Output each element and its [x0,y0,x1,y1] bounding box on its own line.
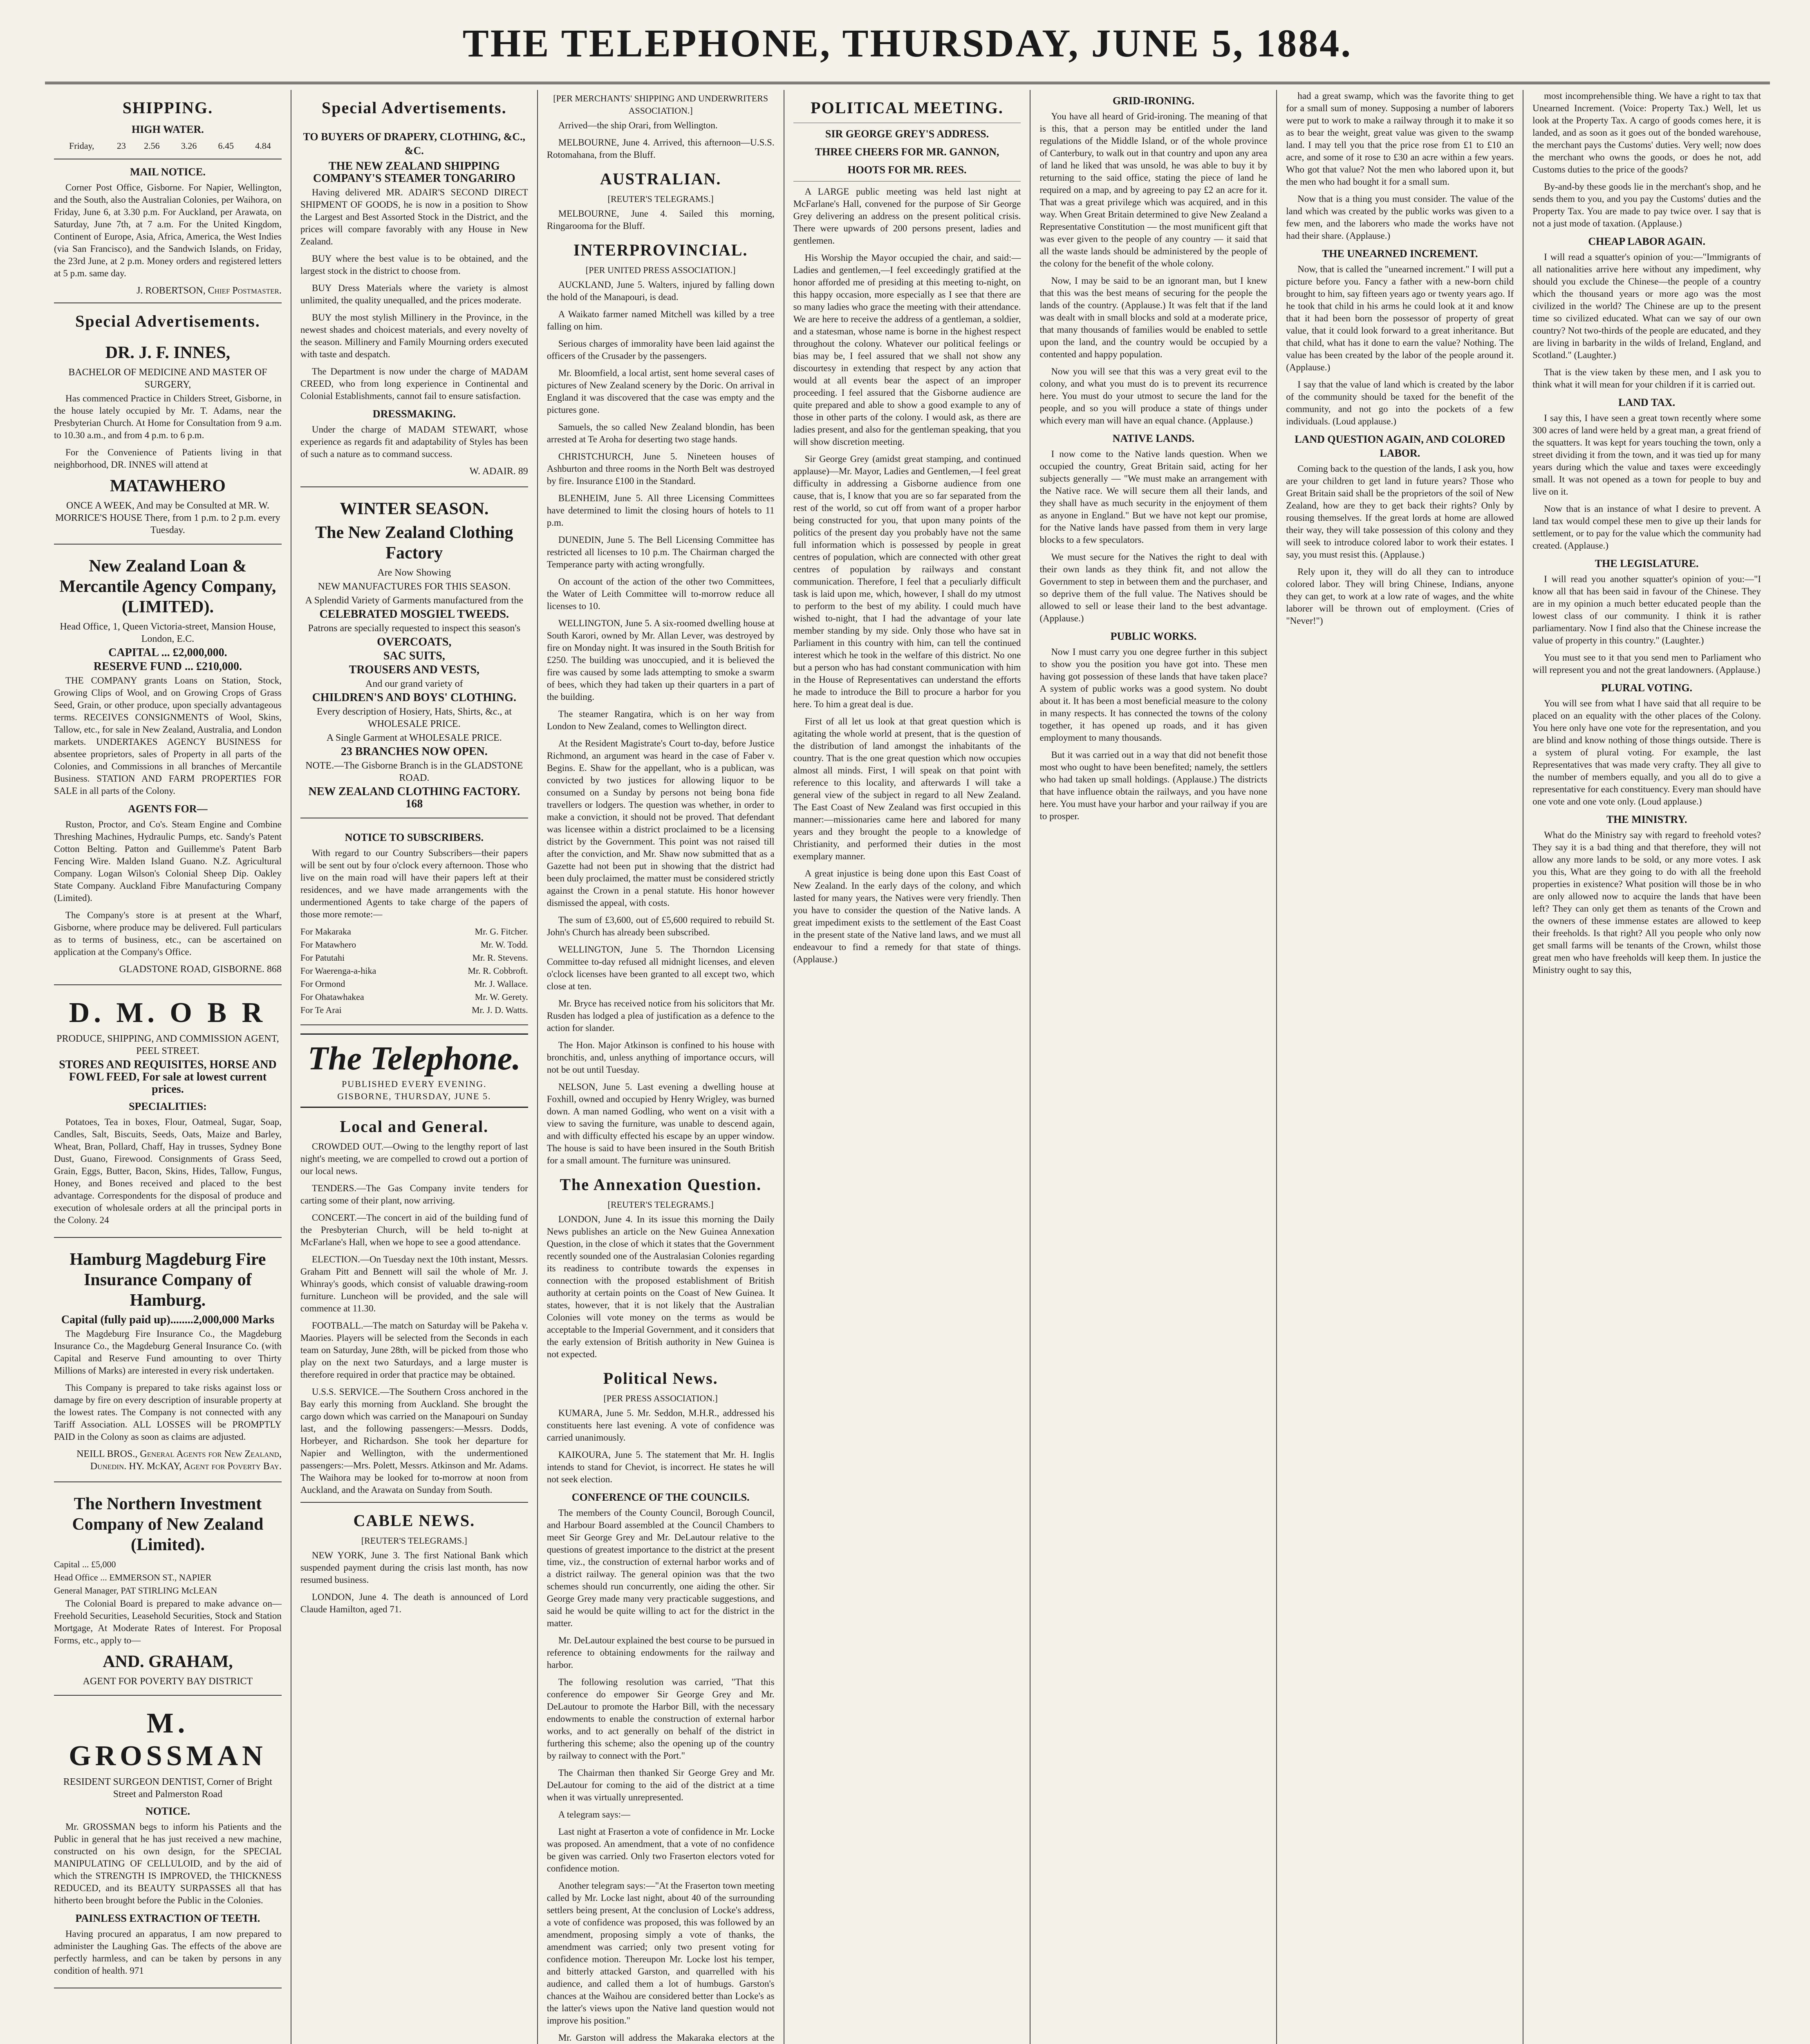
specialities-heading: SPECIALITIES: [129,1100,207,1112]
local-paragraph: TENDERS.—The Gas Company invite tenders for carting some of their plant, now arriving. [300,1183,528,1206]
column-7 [1523,90,1770,2044]
newspaper-title: THE TELEPHONE, THURSDAY, JUNE 5, 1884. [462,21,1353,65]
innes-text: Has commenced Practice in Childers Street, Gisborne, in the house lately occupied by Mr. T. Adams, near the Presbyterian Church. At Home for Consultation from 9 a.m. to 10.30 a.m., and from 4 p.m. to 6 p.m. [54,393,282,440]
factory-line: CELEBRATED MOSGIEL TWEEDS. [319,608,509,621]
northern-office: Head Office ... EMMERSON ST., NAPIER [54,1572,212,1582]
gridiron-heading: GRID-IRONING. [1112,95,1194,107]
conference-paragraph: Another telegram says:—"At the Fraserton town meeting called by Mr. Locke last night, about 40 of the surrounding settlers being present, At the conclusion of Locke's address, a vote of confidence was proposed, this was followed by an amendment, proposing simply a vote of thanks, the amendment was carried; only two present voting for confidence motion. Thereupon Mr. Locke lost his temper, and bitterly attacked Garston, and quarrelled with his audience, and called them a lot of humbugs. Garston's chances at the Waihou are considered better than Locke's as the latter's views upon the Native land question would not improve his position." [547,1880,775,2026]
news-paragraph: NELSON, June 5. Last evening a dwelling house at Foxhill, owned and occupied by Henry Wrigley, was burned down. A man named Godling, who went on a visit with a view to saving the furniture, was unable to descend again, and with difficulty effected his escape by an upper window. The house is said to have been insured in the South British for a small amount. The furniture was uninsured. [547,1082,775,1165]
legislature-heading: THE LEGISLATURE. [1595,558,1699,569]
grossman-advert [54,1700,282,1988]
agent-place: For Patutahi [300,953,345,963]
telephone-banner [300,1033,528,1108]
column-4 [784,90,1031,2044]
agents-heading: AGENTS FOR— [128,803,208,815]
conference-paragraph: The Chairman then thanked Sir George Grey and Mr. DeLautour for coming to the aid of the district at a time when it was virtually unrepresented. [547,1768,775,1802]
continued-paragraph: Now that is a thing you must consider. The value of the land which was created by the public works was given to a few men, and the laborers who made the works have not had their share. (Applause.) [1286,194,1514,241]
news-paragraph: Samuels, the so called New Zealand blondin, has been arrested at Te Aroha for deserting two stage hands. [547,422,775,444]
dmo-advert [54,989,282,1238]
news-paragraph: The sum of £3,600, out of £5,600 required to rebuild St. John's Church has already been subscribed. [547,915,775,937]
subscribers-text: With regard to our Country Subscribers—their papers will be sent out by four o'clock every afternoon. Those who live on the main road will have their papers left at their residences, and we have made arrangements with the undermentioned Agents to take charge of the papers of those more remote:— [300,848,528,919]
news-paragraph: A Waikato farmer named Mitchell was killed by a tree falling on him. [547,309,775,332]
agent-place: For Waerenga-a-hika [300,966,376,976]
conference-heading: CONFERENCE OF THE COUNCILS. [571,1491,750,1503]
political-heading: Political News. [603,1369,718,1387]
agent-name: Mr. G. Fitcher. [475,926,528,937]
matawhero-subtitle: ONCE A WEEK, And may be Consulted at MR. W. MORRICE'S HOUSE There, from 1 p.m. to 2 p.m. every Tuesday. [55,500,280,536]
annexation-text: LONDON, June 4. In its issue this morning the Daily News publishes an article on the New Guinea Annexation Question, in the close of which it states that the Government recently sounded one of the Australasian Colonies regarding its readiness to contribute towards the expenses in connection with the proposed establishment of British authority at certain points on the Coast of New Guinea. It states, however, that it is not likely that the Australian Colonies will vote money on the terms as would be acceptable to the Imperial Government, and it considers that the early extension of British authority in New Guinea is not expected. [547,1214,775,1359]
tide-cell: 6.45 [218,141,234,151]
annexation-heading: The Annexation Question. [560,1175,762,1194]
innes-advert [54,335,282,545]
banner-title: The Telephone. [307,1040,521,1077]
northern-manager: General Manager, PAT STIRLING McLEAN [54,1585,217,1596]
tide-cell: 2.56 [144,141,160,151]
subscribers-notice [300,823,528,1025]
innes-subtitle: BACHELOR OF MEDICINE AND MASTER OF SURGERY, [68,367,267,390]
buy-text-3: BUY the most stylish Millinery in the Province, in the newest shades and choicest materials, and every novelty of the season. Millinery and Family Mourning orders executed with taste and despatch. [300,312,528,359]
factory-line: NOTE.—The Gisborne Branch is in the GLADSTONE ROAD. [305,760,523,783]
land-question-paragraph: Coming back to the question of the lands, I ask you, how are your children to get land in future years? Those who Great Britain said shall be the proprietors of the soil of New Zealand, how are they to get back their rights? Only by rousing themselves. If the great lords at home are allowed their way, they will take possession of this colony and they will seek to introduce colored labor to work their estates. I say, you must resist this. (Applause.) [1286,464,1514,560]
local-paragraph: FOOTBALL.—The match on Saturday will be Pakeha v. Maories. Players will be selected from the Seconds in each team on Saturday, June 28th, will be picked from those who play on the next two Saturdays, and a large muster is therefore required in order that practice may be obtained. [300,1320,528,1380]
innes-text-2: For the Convenience of Patients living in that neighborhood, DR. INNES will attend at [54,447,282,470]
conference-paragraph: A telegram says:— [558,1809,631,1820]
list-item [300,965,528,977]
cheap-labor-paragraph: That is the view taken by these men, and I ask you to think what it will mean for your children if it is carried out. [1532,367,1761,390]
plural-voting-heading: PLURAL VOTING. [1601,682,1693,694]
specialities-text: Potatoes, Tea in boxes, Flour, Oatmeal, Sugar, Soap, Candles, Salt, Biscuits, Seeds, Oats, Maize and Barley, Wheat, Bran, Pollard, Chaff, Hay in trusses, Sydney Bone Dust, Guano, Firewood. Consignments of Grass Seed, Grain, Eggs, Butter, Bacon, Skins, Hides, Tallow, Fungus, Honey, and Bones received and placed to the best advantage. Correspondents for the disposal of produce and execution of wholesale orders at all the principal ports in the Colony. 24 [54,1117,282,1225]
buy-text-2: BUY Dress Materials where the variety is almost unlimited, the quality unequalled, and the prices moderate. [300,283,528,305]
meeting-paragraph: First of all let us look at that great question which is agitating the whole world at present, that is the question of the distribution of land amongst the inhabitants of the country. That is the one great question which now occupies almost all minds. First, I will speak on that point with reference to this locality, and afterwards I will take a general view of the subject in regard to all New Zealand. The East Coast of New Zealand was first occupied in this manner:—missionaries came here and labored for many years and they brought the people to a knowledge of Christianity, and performed their duties in the most exemplary manner. [793,716,1021,861]
nz-loan-capital: CAPITAL ... £2,000,000. [108,646,227,659]
buyers-heading: TO BUYERS OF DRAPERY, CLOTHING, &C., &C. [303,131,526,157]
mail-notice-heading: MAIL NOTICE. [130,166,206,178]
banner-subtitle: PUBLISHED EVERY EVENING. [342,1079,487,1089]
shipping-heading: SHIPPING. [122,99,213,117]
land-tax-paragraph: Now that is an instance of what I desire to prevent. A land tax would compel these men to give up their lands for settlement, or to pay for the value which the community had created. (Applause.) [1532,504,1761,551]
tide-heading: HIGH WATER. [132,123,204,135]
shipping-company: THE NEW ZEALAND SHIPPING COMPANY'S STEAMER TONGARIRO [313,160,515,185]
list-item [300,926,528,938]
tide-cell: Friday, [69,141,94,151]
cheap-labor-heading: CHEAP LABOR AGAIN. [1588,235,1705,247]
factory-line: A Splendid Variety of Garments manufactured from the [305,595,523,606]
masthead [45,12,1770,84]
factory-line: SAC SUITS, [383,650,445,662]
column-1 [45,90,291,2044]
factory-line: Every description of Hosiery, Hats, Shirts, &c., at WHOLESALE PRICE. [316,706,512,729]
gridiron-paragraph: Now, I may be said to be an ignorant man, but I knew that this was the best means of securing for the people the lands of the country. (Applause.) It was felt that if the land was dealt with in small blocks and sold at a moderate price, that many thousands of families would be enabled to settle upon the land, and the country would be occupied by a contented and happy population. [1039,276,1268,359]
political-subheading: [PER PRESS ASSOCIATION.] [603,1393,718,1403]
divider [300,1502,528,1503]
factory-line: TROUSERS AND VESTS, [349,663,479,676]
dressmaking-text: Under the charge of MADAM STEWART, whose experience as regards fit and adaptability of Styles has been of such a nature as to command success. [300,424,528,459]
australian-text: MELBOURNE, June 4. Sailed this morning, Ringarooma for the Bluff. [547,208,775,231]
legislature-paragraph: You must see to it that you send men to Parliament who will represent you and not the great landowners. (Applause.) [1532,652,1761,675]
nz-loan-office: Head Office, 1, Queen Victoria-street, Mansion House, London, E.C. [60,621,276,644]
local-paragraph: ELECTION.—On Tuesday next the 10th instant, Messrs. Graham Pitt and Bennett will sail the whole of Mr. J. Whinray's goods, which consist of valuable drawing-room furniture. Luncheon will be provided, and the sale will commence at 11.30. [300,1254,528,1313]
grossman-subtitle: RESIDENT SURGEON DENTIST, Corner of Bright Street and Palmerston Road [63,1777,272,1800]
northern-title: The Northern Investment Company of New Zealand (Limited). [72,1495,264,1554]
cheap-labor-paragraph: I will read a squatter's opinion of you:—"Immigrants of all nationalities arrive here without any impediment, why should you exclude the Chinese—the people of a country which the thousand years or more ago was the most civilized in the world? The Chinese are up to the present time so civilized educated. What can we say of our own country? Not two-thirds of the people are educated, and they are living in barbarity in the wilds of Ireland, England, and Scotland." (Laughter.) [1532,252,1761,360]
shipping-intro-text: Arrived—the ship Orari, from Wellington. [558,120,718,130]
innes-title: DR. J. F. INNES, [105,343,231,362]
agent-name: Mr. W. Gerety. [475,992,528,1002]
shipping-intro: [PER MERCHANTS' SHIPPING AND UNDERWRITERS ASSOCIATION.] [553,93,768,116]
gridiron-paragraph: Now you will see that this was a very great evil to the colony, and what you must do is to prevent its recurrence here. You must do your utmost to secure the land for the people, and so you will produce a state of things under which every man will have an equal chance. (Applause.) [1039,366,1268,426]
conference-paragraph: Mr. DeLautour explained the best course to be pursued in reference to obtaining endowments for the railway and harbor. [547,1635,775,1670]
australian-subheading: [REUTER'S TELEGRAMS.] [607,194,714,204]
news-paragraph: DUNEDIN, June 5. The Bell Licensing Committee has restricted all licenses to 10 p.m. The Chairman charged the Temperance party with acting wrongfully. [547,535,775,569]
meeting-subheading-2: THREE CHEERS FOR MR. GANNON, [815,146,999,158]
agents-text-2: The Company's store is at present at the Wharf, Gisborne, where produce may be delivered. Full particulars as to terms of business, etc., can be ascertained on application at the Company's Office. [54,910,282,957]
painless-heading: PAINLESS EXTRACTION OF TEETH. [75,1912,260,1924]
agents-text: Ruston, Proctor, and Co's. Steam Engine and Combine Threshing Machines, Hydraulic Pumps, etc. Sandy's Patent Cotton Belting. Patton and Guillemme's Patent Barb Fencing Wire. Malden Island Guano. N.Z. Agricultural Company. Logan Wilson's Colonial Sheep Dip. Oakley State Company. Auckland Fibre Manufacturing Company (Limited). [54,819,282,903]
nz-loan-title: New Zealand Loan & Mercantile Agency Company, (LIMITED). [59,557,276,616]
local-paragraph: CROWDED OUT.—Owing to the lengthy report of last night's meeting, we are compelled to crowd out a portion of our local news. [300,1141,528,1176]
news-paragraph: AUCKLAND, June 5. Walters, injured by falling down the hold of the Manapouri, is dead. [547,280,775,302]
land-question-heading: LAND QUESTION AGAIN, AND COLORED LABOR. [1295,433,1505,459]
hamburg-advert [54,1242,282,1482]
hamburg-text: The Magdeburg Fire Insurance Co., the Magdeburg Insurance Co., the Magdeburg General Insurance Co. (with Capital and Reserve Fund amounting to over Thirty Millions of Marks) are interested in every risk undertaken. [54,1329,282,1376]
northern-text: The Colonial Board is prepared to make advance on— Freehold Securities, Leasehold Securities, Stock and Station Mortgage, At Moderate Rates of Interest. For Proposal Forms, etc., apply to— [54,1598,282,1645]
local-heading: Local and General. [340,1117,489,1136]
hamburg-text-2: This Company is prepared to take risks against loss or damage by fire on every description of insurable property at the lowest rates. The Company is not connected with any Tariff Association. ALL LOSSES will be PROMPTLY PAID in the Colony as soon as claims are adjusted. [54,1383,282,1442]
meeting-paragraph: A great injustice is being done upon this East Coast of New Zealand. In the early days of the colony, and which lasted for many years, the Natives were very friendly. Then you have to consider the question of the Native lands. A great impediment exists to the settlement of the East Coast in the present state of the Native land laws, and we must all endeavour to find a remedy for that state of things. (Applause.) [793,868,1021,964]
news-paragraph: Mr. Bloomfield, a local artist, sent home several cases of pictures of New Zealand scenery by the Doric. On arrival in England it was discovered that the case was empty and the pictures gone. [547,368,775,415]
unearned-heading: THE UNEARNED INCREMENT. [1322,248,1478,260]
meeting-heading: POLITICAL MEETING. [811,99,1004,117]
dmo-text: STORES AND REQUISITES, HORSE AND FOWL FEED, For sale at lowest current prices. [59,1058,277,1096]
public-works-paragraph: But it was carried out in a way that did not benefit those most who ought to have been benefited; namely, the settlers who had taken up small holdings. (Applause.) The districts that have influence obtain the railways, and you have none here. You must have your harbor and your railway if you are to prosper. [1039,750,1268,821]
legislature-paragraph: I will read you another squatter's opinion of you:—"I know all that has been said in favour of the Chinese. They are in my opinion a much better educated people than the lowest class of our community. I think it is rather parliamentary. Now I find also that the Chinese increase the value of property in this country." (Laughter.) [1532,574,1761,645]
political-paragraph: KUMARA, June 5. Mr. Seddon, M.H.R., addressed his constituents here last evening. A vote of confidence was carried unanimously. [547,1408,775,1443]
native-paragraph: We must secure for the Natives the right to deal with their own lands as they think fit, and not allow the Government to step in between them and the purchaser, and so deprive them of the full value. The Natives should be allowed to sell or lease their land to the best advantage. (Applause.) [1039,552,1268,623]
ministry-heading: THE MINISTRY. [1606,814,1687,825]
agent-place: For Ohatawhakea [300,992,364,1002]
annexation-subheading: [REUTER'S TELEGRAMS.] [607,1199,714,1210]
news-paragraph: BLENHEIM, June 5. All three Licensing Committees have determined to limit the closing hours of hotels to 11 p.m. [547,493,775,528]
political-paragraph: KAIKOURA, June 5. The statement that Mr. H. Inglis intends to stand for Cheviot, is incorrect. He states he will not seek election. [547,1450,775,1484]
dressmaking-heading: DRESSMAKING. [372,408,456,420]
agents-signature: GLADSTONE ROAD, GISBORNE. 868 [119,964,282,975]
unearned-paragraph: Now, that is called the "unearned increment." I will put a picture before you. Fancy a father with a new-born child brought to him, say fifteen years ago or twenty years ago. If he took that child in his arms he could look at it and know that it had been born the possessor of property of great value, that it could look forward to a great inheritance. But that child, what has it done to earn the value? Nothing. The value has been created by the labor of the people around it. (Applause.) [1286,264,1514,372]
banner-date: GISBORNE, THURSDAY, JUNE 5. [337,1091,491,1101]
factory-line: OVERCOATS, [377,636,452,648]
hamburg-capital: Capital (fully paid up)........2,000,000 Marks [61,1313,275,1326]
news-paragraph: Mr. Bryce has received notice from his solicitors that Mr. Rusden has lodged a plea of justification as a defence to the action for slander. [547,998,775,1033]
agent-name: Mr. W. Todd. [480,939,528,950]
tide-table [54,139,282,153]
tide-cell: 3.26 [181,141,197,151]
agent-name: Mr. J. Wallace. [474,979,528,989]
agent-name: Mr. R. Stevens. [472,953,528,963]
land-tax-heading: LAND TAX. [1618,397,1676,408]
meeting-subheading-3: HOOTS FOR MR. REES. [847,164,967,176]
painless-text: Having procured an apparatus, I am now prepared to administer the Laughing Gas. The effects of the above are perfectly harmless, and can be taken by persons in any condition of health. 971 [54,1929,282,1976]
cable-paragraph: NEW YORK, June 3. The first National Bank which suspended payment during the crisis last month, has now resumed business. [300,1550,528,1585]
northern-advert [54,1486,282,1696]
agent-place: For Makaraka [300,926,351,937]
dmo-subtitle: PRODUCE, SHIPPING, AND COMMISSION AGENT, PEEL STREET. [56,1033,279,1056]
native-paragraph: I now come to the Native lands question. When we occupied the country, Great Britain said, acting for her subjects generally — "We must make an arrangement with the Native race. We will secure them all their lands, and they shall have as much security in the enjoyment of them as anyone in England." But we have not kept our promise, for the Native lands have passed from them in very large blocks to a few speculators. [1039,449,1268,545]
factory-line: Patrons are specially requested to inspect this season's [308,623,521,634]
news-paragraph: WELLINGTON, June 5. A six-roomed dwelling house at South Karori, owned by Mr. Allan Lever, was destroyed by fire on Monday night. It was insured in the South British for £250. The building was unoccupied, and it is believed the fire was caused by some lads attempting to smoke a swarm of bees, which they had taken up their quarters in a part of the building. [547,618,775,702]
agent-place: For Ormond [300,979,345,989]
cable-paragraph: LONDON, June 4. The death is announced of Lord Claude Hamilton, aged 71. [300,1592,528,1614]
list-item [300,978,528,990]
factory-line: CHILDREN'S AND BOYS' CLOTHING. [312,691,516,704]
clothing-factory-advert [300,491,528,818]
special-ads-heading: Special Advertisements. [75,312,260,330]
page-columns [45,90,1770,2044]
mail-notice-signature: J. ROBERTSON, Chief Postmaster. [137,285,282,296]
winter-season-title: WINTER SEASON. [340,500,489,518]
hamburg-title: Hamburg Magdeburg Fire Insurance Company of Hamburg. [69,1250,266,1310]
matawhero-title: MATAWHERO [110,477,226,495]
tide-row [54,139,282,153]
notice-heading: NOTICE. [145,1805,190,1817]
land-question-paragraph: Rely upon it, they will do all they can to introduce colored labor. They will bring Chinese, Indians, anyone they can get, to work at a low rate of wages, and the white laborer will be thrown out of employment. (Cries of "Never!") [1286,567,1514,626]
buy-text-1: BUY where the best value is to be obtained, and the largest stock in the district to choose from. [300,253,528,276]
list-item [300,1004,528,1016]
conference-paragraph: Last night at Fraserton a vote of confidence in Mr. Locke was proposed. An amendment, that a vote of no confidence be given was carried. Only two Fraserton electors voted for confidence motion. [547,1827,775,1874]
column-2 [291,90,538,2044]
conference-paragraph: Mr. Garston will address the Makaraka electors at the [558,2033,775,2043]
subscribers-heading: NOTICE TO SUBSCRIBERS. [345,831,484,843]
news-paragraph: At the Resident Magistrate's Court to-day, before Justice Richmond, an argument was heard in the case of Faber v. Begins. E. Shaw for the appellant, who is a publican, was convicted by two justices for allowing liquor to be consumed on a Sunday by persons not being bona fide travellers or lodgers. The question was whether, in order to make a conviction, it should not be proved. That defendant was licensee within a district proclaimed to be a licensing district by the Government. This point was not raised till after the conviction, and Mr. Shaw now submitted that as a Gazette had not been put in showing that the district had been duly proclaimed, the matter must be considered strictly against the Crown in a penal statute. His honor however dismissed the appeal, with costs. [547,738,775,908]
buy-text-4: The Department is now under the charge of MADAM CREED, who from long experience in Continental and Colonial Establishments, cannot fail to ensure satisfaction. [300,366,528,401]
dressmaking-signature: W. ADAIR. 89 [469,466,528,477]
column-6 [1277,90,1523,2044]
native-heading: NATIVE LANDS. [1112,433,1195,444]
grossman-title: M. GROSSMAN [69,1708,267,1772]
nz-loan-reserve: RESERVE FUND ... £210,000. [93,660,242,673]
land-tax-paragraph: I say this, I have seen a great town recently where some 300 acres of land were held by a great man, a great friend of the squatters. It was kept for years touching the town, only a street dividing it from the town, and it was tied up for many years during which the value and taxes were exceedingly small. It was not opened as a town for people to buy and live on it. [1532,413,1761,497]
factory-line: NEW ZEALAND CLOTHING FACTORY. 168 [308,785,520,810]
news-paragraph: CHRISTCHURCH, June 5. Nineteen houses of Ashburton and three rooms in the North Belt was destroyed by fire. Insurance £100 in the Standard. [547,451,775,486]
adair-advert [300,122,528,487]
gridiron-paragraph: You have all heard of Grid-ironing. The meaning of that is this, that a person may be entitled under the land regulations of the Middle Island, or of the whole province of Canterbury, to walk out in that country and upon any area of land he liked that was unsold, he was able to buy it by returning to the said office, stating the piece of land he required on a map, and by agreeing to pay £2 an acre for it. That was a great privilege which was acquired, and in this way. When Great Britain determined to give New Zealand a Representative Constitution — the most munificent gift that was ever given to the people of any country — it said that all the waste lands should be administered by the people of the colony for the benefit of the whole colony. [1039,111,1268,269]
shipping-text: Having delivered MR. ADAIR'S SECOND DIRECT SHIPMENT OF GOODS, he is now in a position to Show the Largest and Best Assorted Stock in the District, and the prices will compare favorably with any House in New Zealand. [300,187,528,247]
unearned-paragraph: I say that the value of land which is created by the labor of the community should be taxed for the benefit of the community, and not go into the pockets of a few individuals. (Loud applause.) [1286,379,1514,426]
conference-paragraph: The members of the County Council, Borough Council, and Harbour Board assembled at the Council Chambers to meet Sir George Grey and Mr. DeLautour relative to the questions of greatest importance to the district at the present time, viz., the construction of external harbor works and of a district railway. The general opinion was that the two schemes should run concurrently, one aiding the other. Sir George Grey made many very practicable suggestions, and said he would be quite willing to act for the district in the matter. [547,1508,775,1628]
cable-heading: CABLE NEWS. [353,1511,475,1530]
factory-line: NEW MANUFACTURES FOR THIS SEASON. [318,581,511,592]
graham-subtitle: AGENT FOR POVERTY BAY DISTRICT [83,1676,253,1687]
continued-paragraph: By-and-by these goods lie in the merchant's shop, and he sends them to you, and you pay the Customs' duties and the Property Tax. You are made to pay twice over. I say that is not a just mode of taxation. (Applause.) [1532,182,1761,229]
local-paragraph: CONCERT.—The concert in aid of the building fund of the Presbyterian Church, will be held to-night at McFarlane's Hall, when we hope to see a good attendance. [300,1213,528,1247]
mail-notice-text: Corner Post Office, Gisborne. For Napier, Wellington, and the South, also the Australian Colonies, per Waihora, on Friday, June 6, at 3.30 p.m. For Auckland, per Arawata, on Saturday, June 7th, at 7 a.m. For the United Kingdom, Continent of Europe, Asia, Africa, America, the West Indies (via San Francisco), and the Sandwich Islands, on Friday, the 23rd June, at 2 p.m. Money orders and registered letters at 5 p.m. same day. [54,182,282,278]
interprovincial-heading: INTERPROVINCIAL. [573,241,748,259]
public-works-heading: PUBLIC WORKS. [1110,630,1197,642]
interprovincial-subheading: [PER UNITED PRESS ASSOCIATION.] [585,265,736,275]
ministry-paragraph: What do the Ministry say with regard to freehold votes? They say it is a bad thing and that therefore, they will not allow any more lands to be sold, or any more votes. I ask you this, What are they going to do with all the freehold properties in existence? What position will those be in who are only allowed now to acquire the lands that have been left? They can only get them as tenants of the Crown and the owners of these immense estates are allowed to keep their freeholds. Is that right? All you people who only now get small farms will be tenants of the Crown, whilst those great men who have freeholds will keep them. In justice the Ministry ought to say this, [1532,830,1761,975]
list-item [300,952,528,964]
news-paragraph: The steamer Rangatira, which is on her way from London to New Zealand, comes to Wellington direct. [547,709,775,731]
tide-cell: 4.84 [255,141,271,151]
divider [793,181,1021,182]
nz-loan-text: THE COMPANY grants Loans on Station, Stock, Growing Clips of Wool, and on Growing Crops of Grass Seed, Grain, or other produce, upon specially advantageous terms. RECEIVES CONSIGNMENTS of Wool, Skins, Tallow, etc., for sale in New Zealand, Australia, and London markets. UNDERTAKES AGENCY BUSINESS for absentee proprietors, sales of Property in all parts of the Colonies, and Commissions in all branches of Mercantile Business. STATION AND FARM PROPERTIES FOR SALE in all parts of the Colony. [54,675,282,796]
agent-name: Mr. R. Cobbroft. [468,966,528,976]
continued-paragraph: most incomprehensible thing. We have a right to tax that Unearned Increment. (Voice: Property Tax.) Well, let us look at the Property Tax. A cargo of goods comes here, it is landed, and as soon as it goes out of the bonded warehouse, the merchant pays the Customs' duties. Very well; now does the merchant who owns the goods, or does he not, add Customs duties to the price of the goods? [1532,91,1761,175]
meeting-subheading-1: SIR GEORGE GREY'S ADDRESS. [825,128,989,140]
agent-place: For Te Arai [300,1005,342,1015]
news-paragraph: WELLINGTON, June 5. The Thorndon Licensing Committee to-day refused all midnight licenses, and eleven o'clock licenses have been granted to all except two, which close at ten. [547,944,775,991]
column-5 [1030,90,1277,2044]
meeting-paragraph: His Worship the Mayor occupied the chair, and said:—Ladies and gentlemen,—I feel exceedingly gratified at the honor afforded me of presiding at this meeting to-night, on this happy occasion, more especially as I see that there are so many ladies who grace the meeting with their attendance. We are here to receive the address of a gentleman, a soldier, and a statesman, whose name is borne in the highest respect throughout the colony. Whatever our political feelings or bias may be, I feel assured that we shall not show any discourtesy in extending that respect by any action that would at all events bear the aspect of an improper proceeding. I feel assured that the Gisborne audience are quite prepared and able to show a good example to any of those in other parts of the colony. I would ask, as there are ladies present, and also for the gentleman speaking, that you will show discretion meeting. [793,253,1021,447]
meeting-paragraph: Sir George Grey (amidst great stamping, and continued applause)—Mr. Mayor, Ladies and Gentlemen,—I feel great difficulty in addressing a Gisborne audience from one cause, that is, I know that you are so far separated from the rest of the world, so cut off from want of a proper harbor being constructed for you, that upon many points of the politics of the present day you probably have not the same full information which is possessed by people in great centres of population, which are connected with other great centres of population by railways and constant communication. Therefore, I feel that a peculiarly difficult task is laid upon me, which, however, I shall do my utmost to perform to the best of my ability. I could much have wished to-night, that I had the advantage of your late member standing by my side. Only those who have sat in Parliament in this country with him, can tell the continued interest which he took in the welfare of this district. No one but a person who has had constant communication with him in the House of Representatives can understand the efforts he made to introduce the Bill to procure a harbor for you here. To him a great deal is due. [793,454,1021,709]
australian-heading: AUSTRALIAN. [600,170,721,188]
notice-text: Mr. GROSSMAN begs to inform his Patients and the Public in general that he has just received a new machine, constructed on his own design, for the SPECIAL MANIPULATING OF CELLULOID, and by the aid of which the STRENGTH IS IMPROVED, the THICKNESS REDUCED, and its BEAUTY SURPASSES all that has hitherto been brought before the Public in the Colonies. [54,1822,282,1905]
list-item [300,939,528,951]
agent-list [300,926,528,1016]
local-paragraph: U.S.S. SERVICE.—The Southern Cross anchored in the Bay early this morning from Auckland. She brought the cargo down which was carried on the Manapouri on Sunday last, and the following passengers:—Messrs. Dodds, Horbeyer, and Richardson. She took her departure for Napier and Wellington, with the undermentioned passengers:—Mrs. Polett, Messrs. Atkinson and Mr. Adams. The Waihora may be looked for to-morrow at noon from Auckland, and the Arawata on Sunday from South. [300,1387,528,1495]
factory-line: 23 BRANCHES NOW OPEN. [340,745,488,758]
meeting-paragraph: A LARGE public meeting was held last night at McFarlane's Hall, convened for the purpose of Sir George Grey delivering an address on the present political crisis. There were upwards of 200 persons present, ladies and gentlemen. [793,186,1021,246]
plural-voting-paragraph: You will see from what I have said that all require to be placed on an equality with the other places of the Colony. You here only have one vote for the representation, and you are blind and know nothing of those things outside. There is a system of plural voting. For example, the last Representatives that was made very crafty. They all give to the number of members equally, and you all do to give a representative for each constituency. Every man should have one vote and one vote only. (Loud applause.) [1532,698,1761,807]
column-3 [538,90,784,2044]
tide-cell: 23 [116,141,126,151]
clothing-factory-title: The New Zealand Clothing Factory [315,523,513,563]
factory-line: A Single Garment at WHOLESALE PRICE. [326,733,502,743]
northern-capital: Capital ... £5,000 [54,1559,116,1569]
agent-name: Mr. J. D. Watts. [471,1005,528,1015]
public-works-paragraph: Now I must carry you one degree further in this subject to show you the position you have got into. These men having got possession of these lands that have taken place? A system of public works was a good system. No doubt about it. It has been a most beneficial measure to the colony in many respects. It has connected the towns of the colony together, it has opened up roads, and it has given employment to many thousands. [1039,647,1268,743]
conference-paragraph: The following resolution was carried, "That this conference do empower Sir George Grey and Mr. DeLautour to promote the Harbor Bill, with the necessary endowments to enable the construction of external harbor works, and to act generally on behalf of the district in furthering this scheme; also the opening up of the country by railway to connect with the Port." [547,1677,775,1761]
nz-loan-advert [54,549,282,985]
news-paragraph: Serious charges of immorality have been laid against the officers of the Crusader by the passengers. [547,338,775,361]
continued-paragraph: had a great swamp, which was the favorite thing to get for a small sum of money. Supposing a number of laborers were put to work to make a railway through it to make it so as to bear the weight, great value was given to the swamp land. I may tell you that the price rose from £1 to £10 an acre, and some of it rose to £30 an acre within a few years. Who got that value? Not the men who labored upon it, but the men who had bought it for a small sum. [1286,91,1514,187]
news-paragraph: On account of the action of the other two Committees, the Water of Leith Committee will to-morrow reduce all licenses to 10. [547,576,775,611]
factory-line: And our grand variety of [365,679,463,689]
hamburg-signature: NEILL BROS., General Agents for New Zealand, Dunedin. HY. McKAY, Agent for Poverty Bay. [76,1449,282,1472]
news-paragraph: The Hon. Major Atkinson is confined to his house with bronchitis, and, unless anything of importance occurs, will not be out until Tuesday. [547,1040,775,1075]
melbourne-text: MELBOURNE, June 4. Arrived, this afternoon—U.S.S. Rotomahana, from the Bluff. [547,137,775,160]
list-item [300,991,528,1003]
special-ads-heading: Special Advertisements. [321,99,507,117]
graham-title: AND. GRAHAM, [103,1652,233,1671]
dmo-title: D. M. O B R [69,997,267,1029]
cable-subheading: [REUTER'S TELEGRAMS.] [361,1535,467,1546]
factory-subtitle: Are Now Showing [377,567,451,578]
agent-place: For Matawhero [300,939,356,950]
